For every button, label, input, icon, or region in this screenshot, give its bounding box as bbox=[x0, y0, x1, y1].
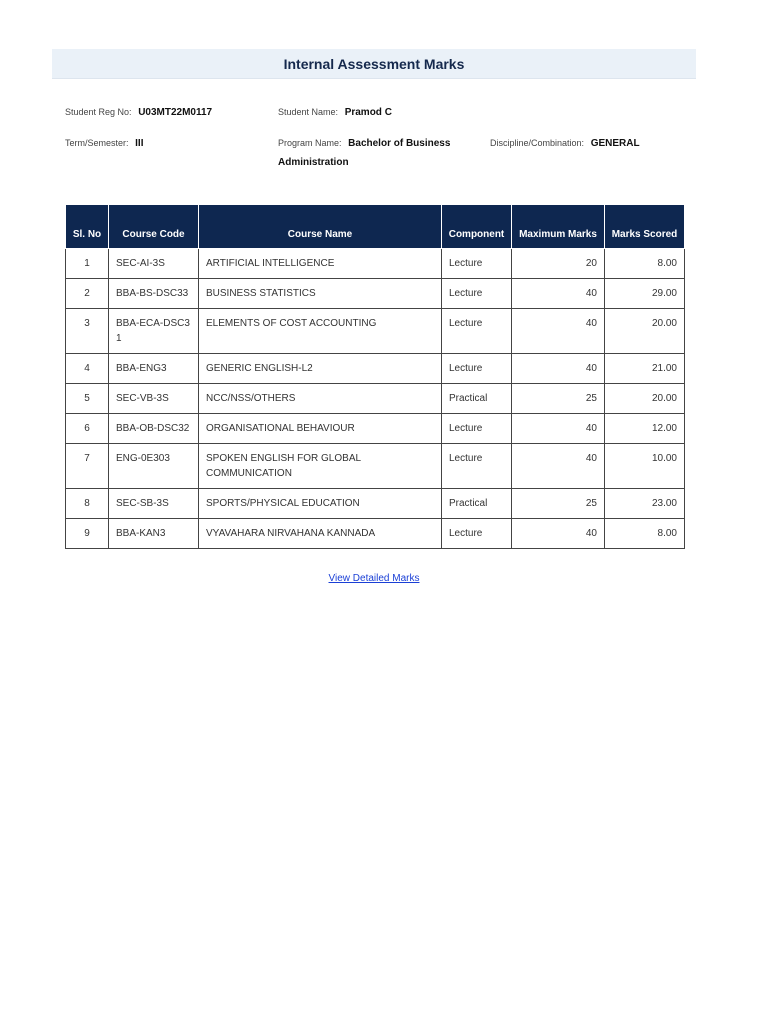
cell-marks-scored: 20.00 bbox=[605, 384, 685, 414]
title-bar bbox=[52, 49, 696, 79]
cell-course-code: BBA-KAN3 bbox=[109, 519, 199, 549]
cell-marks-scored: 29.00 bbox=[605, 279, 685, 309]
reg-no-field bbox=[65, 103, 212, 122]
cell-course-code: BBA-ENG3 bbox=[109, 354, 199, 384]
cell-course-code: BBA-ECA-DSC31 bbox=[109, 309, 199, 354]
header-course-code: Course Code bbox=[109, 205, 199, 249]
cell-course-name: NCC/NSS/OTHERS bbox=[199, 384, 442, 414]
table-row bbox=[66, 309, 685, 354]
term-label: Term/Semester: bbox=[65, 138, 129, 148]
cell-course-name: ORGANISATIONAL BEHAVIOUR bbox=[199, 414, 442, 444]
view-detailed-marks-link[interactable]: View Detailed Marks bbox=[328, 573, 420, 584]
discipline-label: Discipline/Combination: bbox=[490, 138, 585, 148]
cell-max-marks: 40 bbox=[512, 414, 605, 444]
cell-marks-scored: 8.00 bbox=[605, 249, 685, 279]
cell-marks-scored: 8.00 bbox=[605, 519, 685, 549]
cell-component: Lecture bbox=[442, 414, 512, 444]
cell-marks-scored: 23.00 bbox=[605, 489, 685, 519]
cell-max-marks: 40 bbox=[512, 444, 605, 489]
program-value: Bachelor of Business Administration bbox=[278, 138, 451, 168]
cell-component: Lecture bbox=[442, 519, 512, 549]
reg-no-value: U03MT22M0117 bbox=[138, 107, 213, 118]
cell-sl-no: 6 bbox=[66, 414, 109, 444]
cell-course-name: SPOKEN ENGLISH FOR GLOBAL COMMUNICATION bbox=[199, 444, 442, 489]
student-name-value: Pramod C bbox=[344, 107, 392, 118]
table-row bbox=[66, 444, 685, 489]
header-component: Component bbox=[442, 205, 512, 249]
cell-sl-no: 5 bbox=[66, 384, 109, 414]
cell-component: Lecture bbox=[442, 279, 512, 309]
student-name-label: Student Name: bbox=[278, 107, 339, 117]
table-row bbox=[66, 249, 685, 279]
program-label: Program Name: bbox=[278, 138, 342, 148]
cell-course-name: VYAVAHARA NIRVAHANA KANNADA bbox=[199, 519, 442, 549]
cell-marks-scored: 10.00 bbox=[605, 444, 685, 489]
cell-sl-no: 1 bbox=[66, 249, 109, 279]
table-row bbox=[66, 489, 685, 519]
table-header-row bbox=[66, 205, 685, 249]
cell-sl-no: 7 bbox=[66, 444, 109, 489]
cell-max-marks: 40 bbox=[512, 279, 605, 309]
page-title: Internal Assessment Marks bbox=[283, 55, 465, 72]
cell-course-name: ELEMENTS OF COST ACCOUNTING bbox=[199, 309, 442, 354]
table-row bbox=[66, 414, 685, 444]
cell-sl-no: 8 bbox=[66, 489, 109, 519]
discipline-value: GENERAL bbox=[590, 138, 640, 149]
table-row bbox=[66, 384, 685, 414]
table-row bbox=[66, 279, 685, 309]
cell-sl-no: 4 bbox=[66, 354, 109, 384]
detailed-marks-link-wrap bbox=[0, 568, 748, 586]
cell-component: Practical bbox=[442, 384, 512, 414]
header-max-marks: Maximum Marks bbox=[512, 205, 605, 249]
program-field bbox=[278, 134, 478, 172]
cell-max-marks: 40 bbox=[512, 309, 605, 354]
cell-marks-scored: 21.00 bbox=[605, 354, 685, 384]
header-marks-scored: Marks Scored bbox=[605, 205, 685, 249]
cell-course-code: SEC-VB-3S bbox=[109, 384, 199, 414]
cell-sl-no: 9 bbox=[66, 519, 109, 549]
cell-component: Lecture bbox=[442, 444, 512, 489]
discipline-field bbox=[490, 134, 640, 153]
cell-course-code: ENG-0E303 bbox=[109, 444, 199, 489]
cell-course-code: BBA-BS-DSC33 bbox=[109, 279, 199, 309]
cell-component: Practical bbox=[442, 489, 512, 519]
cell-course-name: GENERIC ENGLISH-L2 bbox=[199, 354, 442, 384]
cell-marks-scored: 12.00 bbox=[605, 414, 685, 444]
table-row bbox=[66, 519, 685, 549]
cell-component: Lecture bbox=[442, 354, 512, 384]
cell-marks-scored: 20.00 bbox=[605, 309, 685, 354]
cell-course-name: SPORTS/PHYSICAL EDUCATION bbox=[199, 489, 442, 519]
cell-course-code: SEC-AI-3S bbox=[109, 249, 199, 279]
term-value: III bbox=[135, 138, 144, 149]
header-course-name: Course Name bbox=[199, 205, 442, 249]
marks-table bbox=[65, 204, 685, 549]
cell-max-marks: 40 bbox=[512, 354, 605, 384]
cell-max-marks: 25 bbox=[512, 384, 605, 414]
cell-max-marks: 25 bbox=[512, 489, 605, 519]
cell-component: Lecture bbox=[442, 309, 512, 354]
student-name-field bbox=[278, 103, 392, 122]
table-row bbox=[66, 354, 685, 384]
cell-sl-no: 2 bbox=[66, 279, 109, 309]
header-sl-no: Sl. No bbox=[66, 205, 109, 249]
term-field bbox=[65, 134, 144, 153]
cell-course-name: ARTIFICIAL INTELLIGENCE bbox=[199, 249, 442, 279]
cell-course-code: SEC-SB-3S bbox=[109, 489, 199, 519]
cell-component: Lecture bbox=[442, 249, 512, 279]
cell-max-marks: 40 bbox=[512, 519, 605, 549]
cell-max-marks: 20 bbox=[512, 249, 605, 279]
reg-no-label: Student Reg No: bbox=[65, 107, 132, 117]
cell-sl-no: 3 bbox=[66, 309, 109, 354]
cell-course-code: BBA-OB-DSC32 bbox=[109, 414, 199, 444]
cell-course-name: BUSINESS STATISTICS bbox=[199, 279, 442, 309]
